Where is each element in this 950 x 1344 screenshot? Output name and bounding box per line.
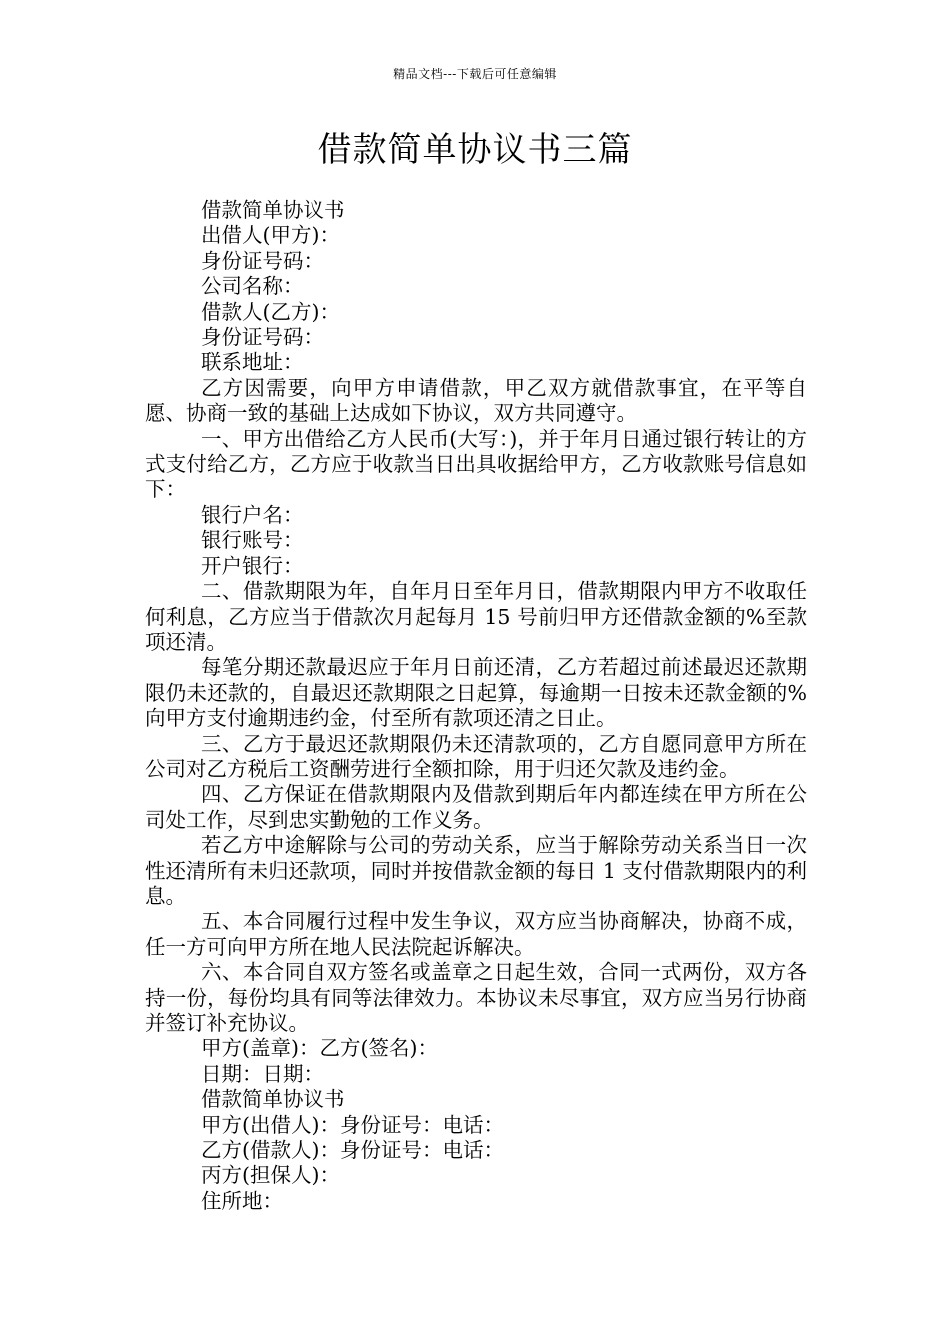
field-party-a: 甲方(出借人)：身份证号：电话： (201, 1112, 504, 1137)
clause-5: 五、本合同履行过程中发生争议，双方应当协商解决，协商不成，任一方可向甲方所在地人民法院起诉解决。 (145, 909, 807, 959)
field-residence: 住所地： (201, 1188, 283, 1213)
document-title: 借款简单协议书三篇 (317, 130, 633, 170)
clause-4: 四、乙方保证在借款期限内及借款到期后年内都连续在甲方所在公司处工作，尽到忠实勤勉的工作义务。 (145, 782, 807, 832)
header-note: 精品文档---下载后可任意编辑 (393, 67, 557, 81)
field-party-c: 丙方(担保人)： (201, 1163, 340, 1188)
section-heading-2: 借款简单协议书 (201, 1087, 345, 1112)
field-company-name: 公司名称： (201, 274, 304, 299)
field-party-b: 乙方(借款人)：身份证号：电话： (201, 1138, 504, 1163)
field-account-number: 银行账号： (201, 528, 304, 553)
clause-2: 二、借款期限为年，自年月日至年月日，借款期限内甲方不收取任何利息，乙方应当于借款次月起每月 15 号前归甲方还借款金额的%至款项还清。 (145, 579, 807, 654)
date-line: 日期：日期： (201, 1061, 324, 1086)
clause-2-installments: 每笔分期还款最迟应于年月日前还清，乙方若超过前述最迟还款期限仍未还款的，自最迟还款期限之日起算，每逾期一日按未还款金额的%向甲方支付逾期违约金，付至所有款项还清之日止。 (145, 655, 807, 731)
field-contact-address: 联系地址： (201, 350, 304, 375)
field-borrower-id: 身份证号码： (201, 325, 324, 350)
paragraph-preamble: 乙方因需要，向甲方申请借款，甲乙双方就借款事宜，在平等自愿、协商一致的基础上达成如下协议，双方共同遵守。 (145, 375, 807, 426)
field-lender-id: 身份证号码： (201, 248, 324, 273)
section-heading: 借款简单协议书 (201, 198, 345, 222)
signature-line: 甲方(盖章)：乙方(签名)： (201, 1036, 438, 1061)
field-borrower: 借款人(乙方)： (201, 299, 340, 324)
clause-1: 一、甲方出借给乙方人民币(大写：)，并于年月日通过银行转让的方式支付给乙方，乙方应于收款当日出具收据给甲方，乙方收款账号信息如下： (145, 426, 807, 502)
clause-6: 六、本合同自双方签名或盖章之日起生效，合同一式两份，双方各持一份，每份均具有同等法律效力。本协议未尽事宜，双方应当另行协商并签订补充协议。 (145, 960, 807, 1035)
field-bank: 开户银行： (201, 553, 304, 578)
field-account-name: 银行户名： (201, 502, 304, 527)
field-lender: 出借人(甲方)： (201, 223, 340, 248)
document-body (145, 198, 807, 1214)
clause-4-termination: 若乙方中途解除与公司的劳动关系，应当于解除劳动关系当日一次性还清所有未归还款项，同时并按借款金额的每日 1 支付借款期限内的利息。 (145, 833, 807, 908)
clause-3: 三、乙方于最迟还款期限仍未还清款项的，乙方自愿同意甲方所在公司对乙方税后工资酬劳进行全额扣除，用于归还欠款及违约金。 (145, 731, 807, 781)
